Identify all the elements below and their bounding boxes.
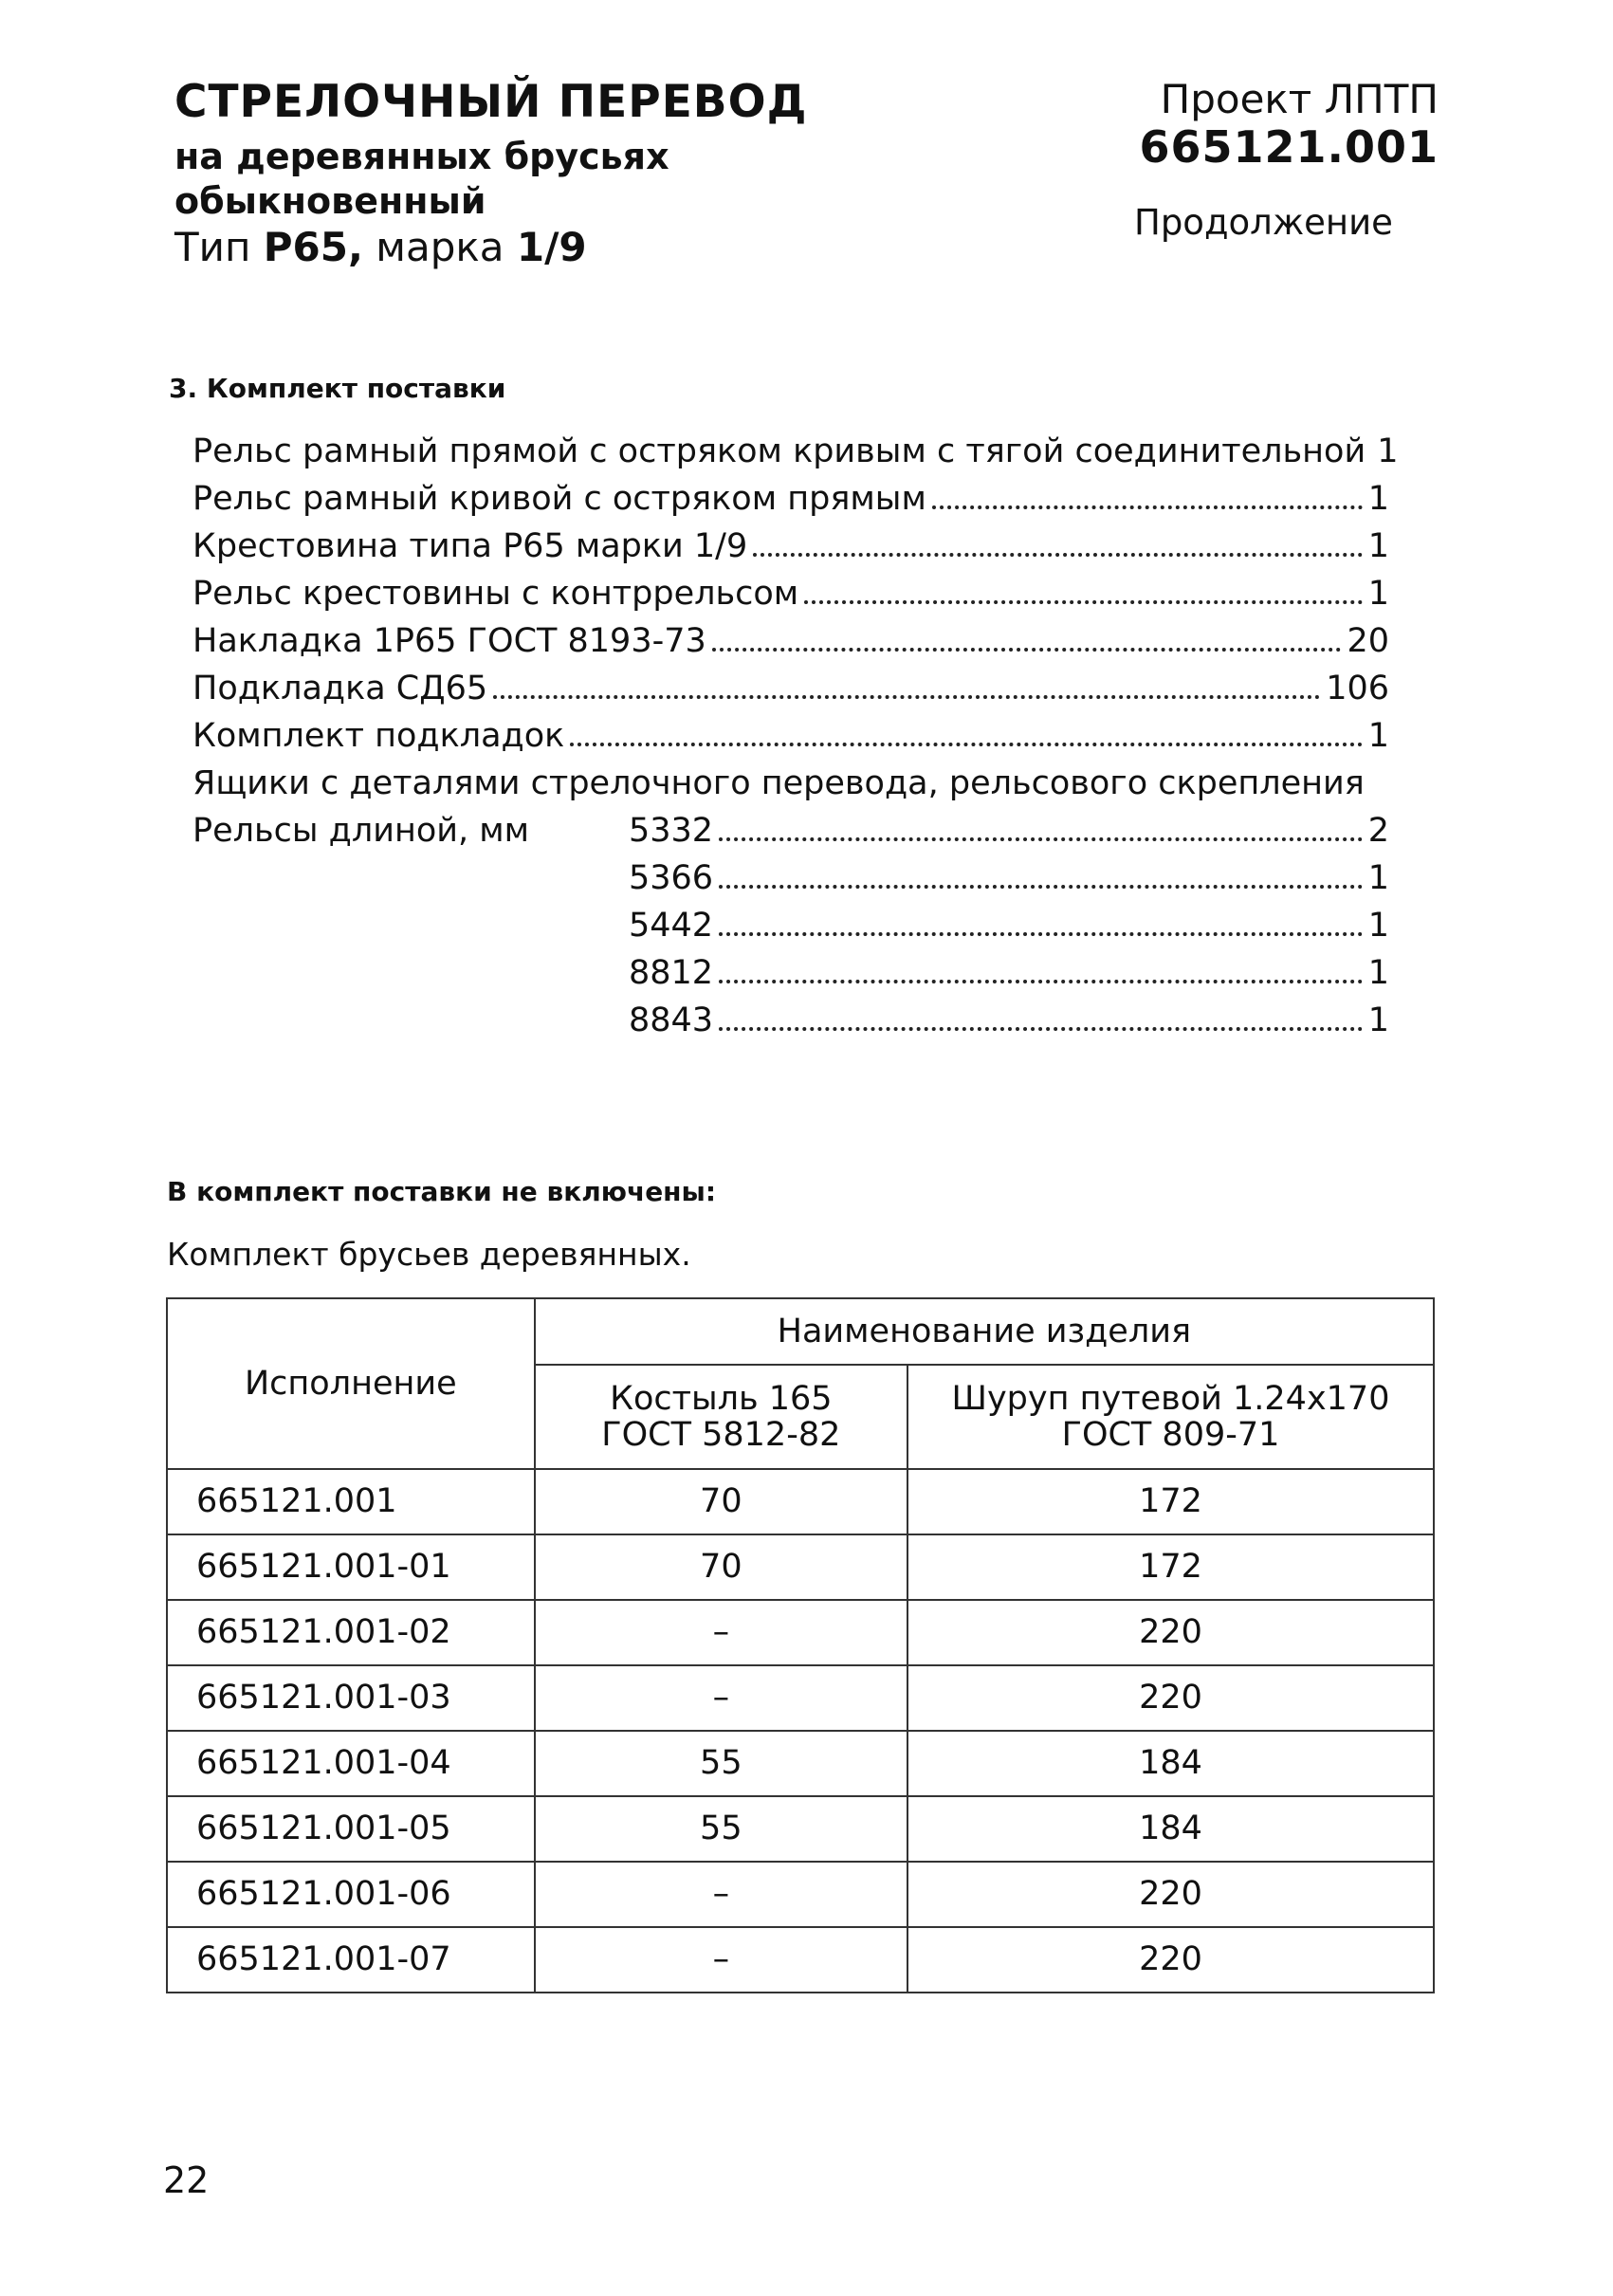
cell-spike: – — [535, 1927, 907, 1993]
leader-dots — [493, 695, 1320, 699]
list-item — [192, 565, 1389, 613]
list-item — [192, 613, 1389, 660]
document-title: СТРЕЛОЧНЫЙ ПЕРЕВОД — [174, 76, 808, 128]
rail-row — [192, 850, 1389, 897]
item-qty: 1 — [1367, 527, 1389, 565]
item-qty: 1 — [1367, 717, 1389, 755]
rail-qty: 1 — [1367, 859, 1389, 897]
cell-screw: 184 — [907, 1796, 1434, 1862]
cell-spike: 70 — [535, 1534, 907, 1600]
rail-row — [192, 897, 1389, 945]
cell-screw: 172 — [907, 1534, 1434, 1600]
item-qty: 1 — [1367, 480, 1389, 518]
leader-dots — [719, 932, 1363, 936]
document-subtitle-line2: обыкновенный — [174, 180, 486, 222]
list-item — [192, 660, 1389, 707]
cell-code: 665121.001-03 — [167, 1665, 535, 1731]
rail-length: 8843 — [629, 1001, 714, 1039]
rail-qty: 1 — [1367, 954, 1389, 992]
document-type-line — [174, 224, 587, 270]
item-label: Комплект подкладок — [192, 717, 565, 755]
leader-dots — [719, 980, 1363, 983]
table-row — [167, 1731, 1434, 1796]
cell-screw: 220 — [907, 1927, 1434, 1993]
cell-screw: 220 — [907, 1862, 1434, 1927]
header-screw-line1: Шуруп путевой 1.24х170 — [951, 1379, 1390, 1418]
project-label: Проект ЛПТП — [1160, 76, 1439, 122]
header-spike-line2: ГОСТ 5812-82 — [601, 1416, 841, 1454]
item-qty: 1 — [1367, 575, 1389, 613]
excluded-text: Комплект брусьев деревянных. — [167, 1236, 691, 1273]
header-spike — [535, 1365, 907, 1469]
leader-dots — [804, 600, 1363, 604]
leader-dots — [932, 505, 1363, 509]
cell-spike: – — [535, 1600, 907, 1665]
leader-dots — [719, 1027, 1363, 1031]
item-label: Крестовина типа Р65 марки 1/9 — [192, 527, 748, 565]
excluded-heading: В комплект поставки не включены: — [167, 1176, 717, 1207]
supply-heading: 3. Комплект поставки — [169, 373, 506, 404]
boxes-line: Ящики с деталями стрелочного перевода, рельсового скрепления — [192, 764, 1365, 802]
item-label: Рельс рамный кривой с остряком прямым — [192, 480, 926, 518]
list-item — [192, 423, 1399, 470]
rail-qty: 2 — [1367, 812, 1389, 850]
leader-dots — [719, 885, 1363, 889]
cell-spike: – — [535, 1862, 907, 1927]
leader-dots — [712, 648, 1342, 652]
item-qty: 20 — [1347, 622, 1389, 660]
list-item — [192, 707, 1389, 755]
mark-value: 1/9 — [516, 224, 587, 270]
supply-list — [192, 423, 1399, 1039]
project-code: 665121.001 — [1139, 121, 1439, 173]
table-row — [167, 1600, 1434, 1665]
list-item — [192, 470, 1389, 518]
cell-code: 665121.001-02 — [167, 1600, 535, 1665]
header-product-name: Наименование изделия — [535, 1298, 1434, 1365]
cell-code: 665121.001-05 — [167, 1796, 535, 1862]
cell-spike: 55 — [535, 1731, 907, 1796]
cell-code: 665121.001-06 — [167, 1862, 535, 1927]
item-label: Рельс крестовины с контррельсом — [192, 575, 799, 613]
cell-code: 665121.001-04 — [167, 1731, 535, 1796]
cell-spike: – — [535, 1665, 907, 1731]
item-label: Накладка 1Р65 ГОСТ 8193-73 — [192, 622, 706, 660]
header-spike-line1: Костыль 165 — [610, 1379, 833, 1418]
leader-dots — [719, 837, 1363, 841]
rail-length: 5332 — [629, 812, 714, 850]
rail-row — [192, 945, 1389, 992]
table-row — [167, 1665, 1434, 1731]
cell-screw: 184 — [907, 1731, 1434, 1796]
rail-row — [192, 802, 1389, 850]
header-screw-line2: ГОСТ 809-71 — [1061, 1416, 1280, 1454]
document-subtitle-line1: на деревянных брусьях — [174, 136, 669, 177]
rail-length: 8812 — [629, 954, 714, 992]
cell-code: 665121.001-01 — [167, 1534, 535, 1600]
cell-spike: 55 — [535, 1796, 907, 1862]
item-qty: 106 — [1326, 670, 1389, 707]
rail-length: 5366 — [629, 859, 714, 897]
rail-qty: 1 — [1367, 1001, 1389, 1039]
item-label: Рельс рамный прямой с остряком кривым с тягой соединительной — [192, 432, 1366, 470]
table-row — [167, 1796, 1434, 1862]
cell-code: 665121.001-07 — [167, 1927, 535, 1993]
table-row — [167, 1534, 1434, 1600]
cell-screw: 220 — [907, 1665, 1434, 1731]
cell-code: 665121.001 — [167, 1469, 535, 1534]
leader-dots — [753, 553, 1362, 557]
cell-spike: 70 — [535, 1469, 907, 1534]
execution-table — [166, 1297, 1435, 1993]
rails-label: Рельсы длиной, мм — [192, 812, 530, 850]
page-number: 22 — [163, 2159, 210, 2201]
mark-prefix: марка — [362, 224, 517, 270]
leader-dots — [570, 743, 1362, 746]
list-item — [192, 755, 1389, 802]
type-value: Р65, — [263, 224, 363, 270]
table-row — [167, 1862, 1434, 1927]
header-execution: Исполнение — [167, 1298, 535, 1469]
rail-row — [192, 992, 1389, 1039]
cell-screw: 220 — [907, 1600, 1434, 1665]
list-item — [192, 518, 1389, 565]
header-screw — [907, 1365, 1434, 1469]
item-label: Подкладка СД65 — [192, 670, 488, 707]
cell-screw: 172 — [907, 1469, 1434, 1534]
type-prefix: Тип — [174, 224, 264, 270]
rail-length: 5442 — [629, 907, 714, 945]
table-row — [167, 1927, 1434, 1993]
item-qty: 1 — [1377, 432, 1399, 470]
rail-qty: 1 — [1367, 907, 1389, 945]
table-row — [167, 1469, 1434, 1534]
continuation-note: Продолжение — [1134, 202, 1393, 243]
